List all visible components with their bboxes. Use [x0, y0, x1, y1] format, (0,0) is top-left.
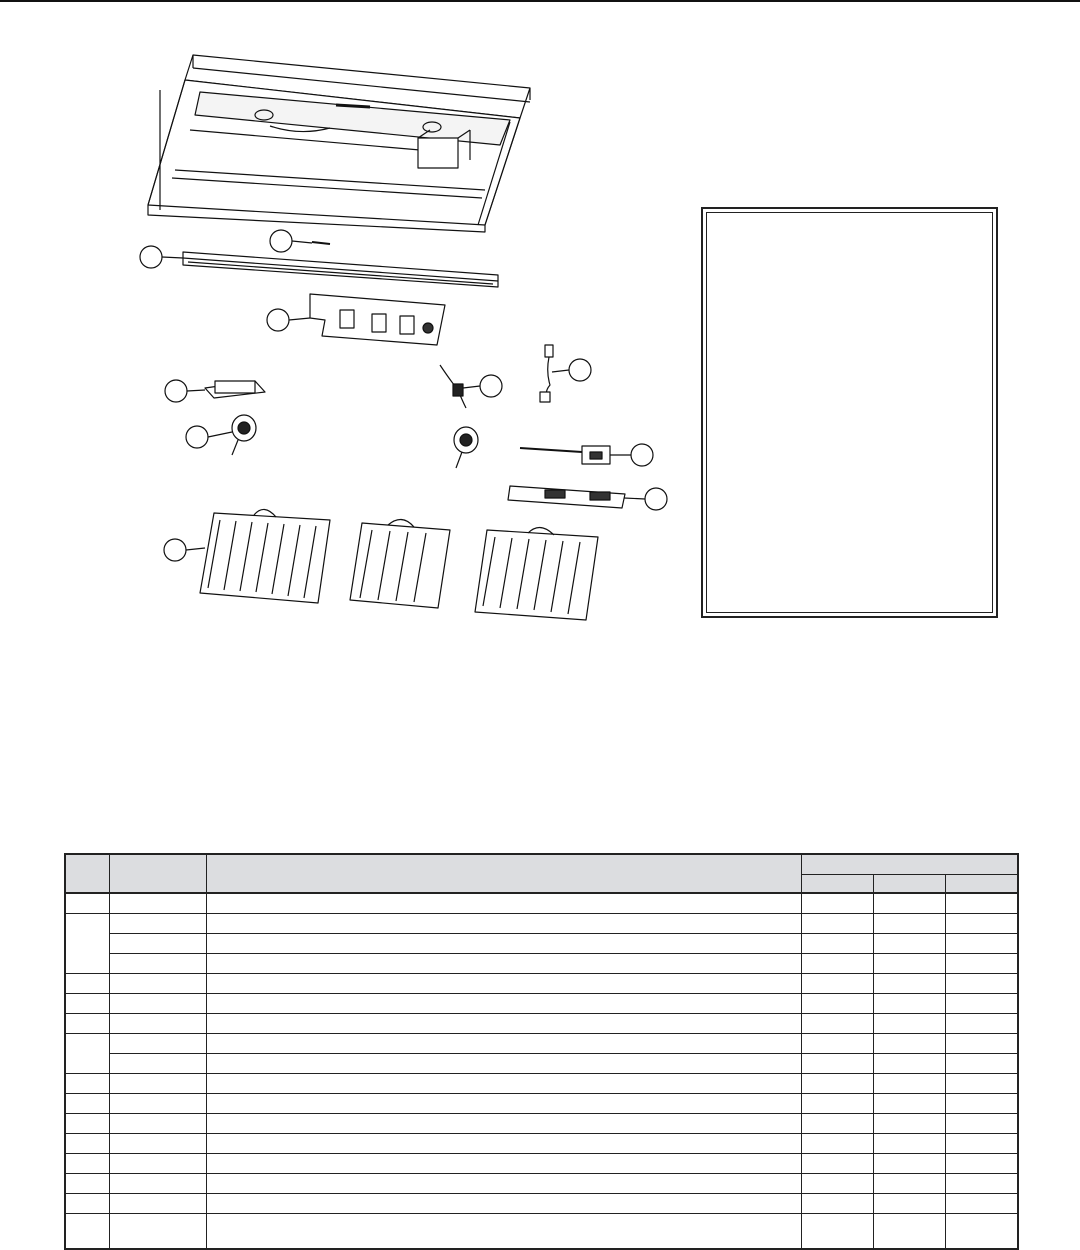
parts-table-body — [65, 893, 1018, 1249]
table-row — [65, 1173, 1018, 1193]
callout-7 — [552, 359, 591, 381]
callout-10 — [164, 539, 205, 561]
header-model-3 — [945, 874, 1018, 893]
header-model-1 — [801, 874, 873, 893]
callout-8 — [610, 444, 653, 466]
parts-table — [64, 853, 1019, 1250]
info-box — [701, 207, 998, 618]
baffle-filter-right — [475, 527, 598, 620]
blower-motor-right — [454, 427, 478, 468]
switch-board — [520, 446, 610, 464]
baffle-filter-middle — [350, 519, 450, 608]
power-cord — [440, 365, 466, 408]
callout-5 — [186, 426, 232, 448]
table-row — [65, 1073, 1018, 1093]
table-row — [65, 1053, 1018, 1073]
table-row — [65, 1213, 1018, 1249]
table-row — [65, 953, 1018, 973]
table-row — [65, 1133, 1018, 1153]
parts-table-header — [65, 854, 1018, 893]
table-row — [65, 913, 1018, 933]
table-row — [65, 1193, 1018, 1213]
table-row — [65, 893, 1018, 913]
trim-strip — [183, 242, 498, 287]
table-row — [65, 1093, 1018, 1113]
header-key-no — [65, 854, 109, 893]
table-row — [65, 933, 1018, 953]
table-row — [65, 1033, 1018, 1053]
table-row — [65, 1013, 1018, 1033]
callout-6 — [463, 375, 502, 397]
header-description — [206, 854, 801, 893]
callout-2 — [270, 230, 312, 252]
callout-4 — [165, 380, 205, 402]
blower-plate — [310, 294, 445, 345]
light-cover — [205, 381, 265, 398]
callout-3 — [267, 309, 310, 331]
callout-1 — [140, 246, 183, 268]
table-row — [65, 1153, 1018, 1173]
wire-harness — [540, 345, 553, 402]
table-row — [65, 973, 1018, 993]
header-part-no — [109, 854, 206, 893]
table-row — [65, 993, 1018, 1013]
header-model-group — [801, 854, 1018, 874]
control-board — [508, 486, 625, 508]
table-row — [65, 1113, 1018, 1133]
callout-9 — [624, 488, 667, 510]
header-model-2 — [873, 874, 945, 893]
blower-motor-left — [232, 415, 256, 455]
info-box-inner — [706, 212, 993, 613]
baffle-filter-left — [200, 509, 330, 603]
hood-body — [148, 55, 530, 232]
